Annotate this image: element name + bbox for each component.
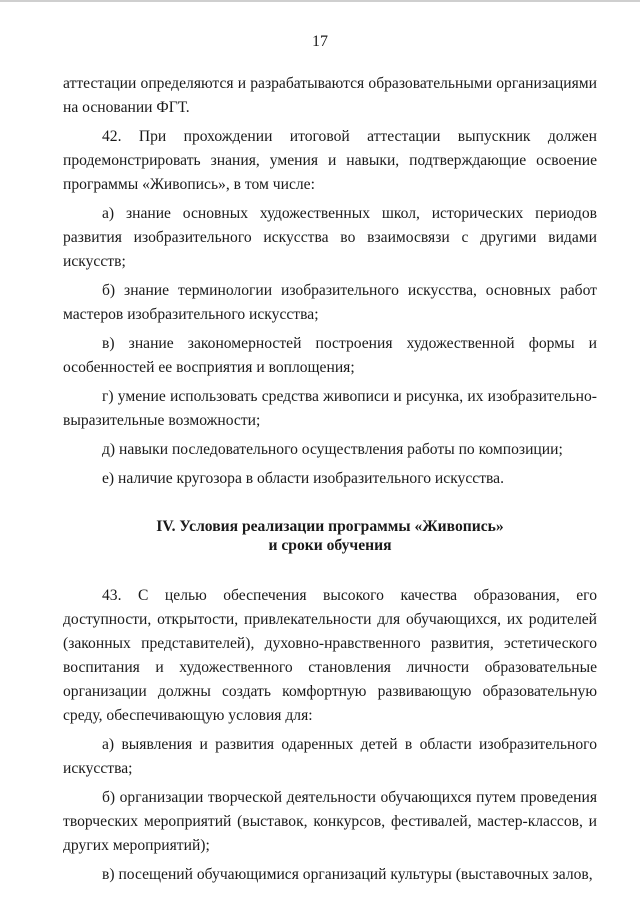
page-top-edge xyxy=(0,0,640,2)
paragraph-43: 43. С целью обеспечения высокого качества образования, его доступности, открытости, привлекательности для обучающихся, их родителей (законных представителей), духовно-нравственного развития, эстетического воспитания и художественного становления личности образовательные организации должны создать комфортную развивающую образовательную среду, обеспечивающую условия для: xyxy=(63,587,597,724)
section-heading-line-1: IV. Условия реализации программы «Живопись» xyxy=(156,518,504,535)
list-item-42c: в) знание закономерностей построения художественной формы и особенностей ее восприятия и воплощения; xyxy=(63,335,597,376)
section-heading-line-2: и сроки обучения xyxy=(268,537,392,554)
list-item-43c: в) посещений обучающимися организаций культуры (выставочных залов, xyxy=(102,866,593,883)
list-item-42e: д) навыки последовательного осуществления работы по композиции; xyxy=(102,441,563,458)
list-item-43a: а) выявления и развития одаренных детей в области изобразительного искусства; xyxy=(63,736,597,777)
paragraph-42: 42. При прохождении итоговой аттестации выпускник должен продемонстрировать знания, умения и навыки, подтверждающие освоение программы «Живопись», в том числе: xyxy=(63,128,597,193)
list-item-42d: г) умение использовать средства живописи и рисунка, их изобразительно-выразительные возможности; xyxy=(63,388,597,429)
paragraph-continuation: аттестации определяются и разрабатываются образовательными организациями на основании ФГТ. xyxy=(63,75,597,116)
list-item-43b: б) организации творческой деятельности обучающихся путем проведения творческих мероприятий (выставок, конкурсов, фестивалей, мастер-классов, и других мероприятий); xyxy=(63,789,597,854)
section-heading xyxy=(63,517,597,555)
document-body xyxy=(63,72,597,892)
list-item-42f: е) наличие кругозора в области изобразительного искусства. xyxy=(102,470,504,487)
page-number: 17 xyxy=(312,33,328,50)
list-item-42b: б) знание терминологии изобразительного искусства, основных работ мастеров изобразительного искусства; xyxy=(63,282,597,323)
list-item-42a: а) знание основных художественных школ, исторических периодов развития изобразительного искусства во взаимосвязи с другими видами искусств; xyxy=(63,205,597,270)
